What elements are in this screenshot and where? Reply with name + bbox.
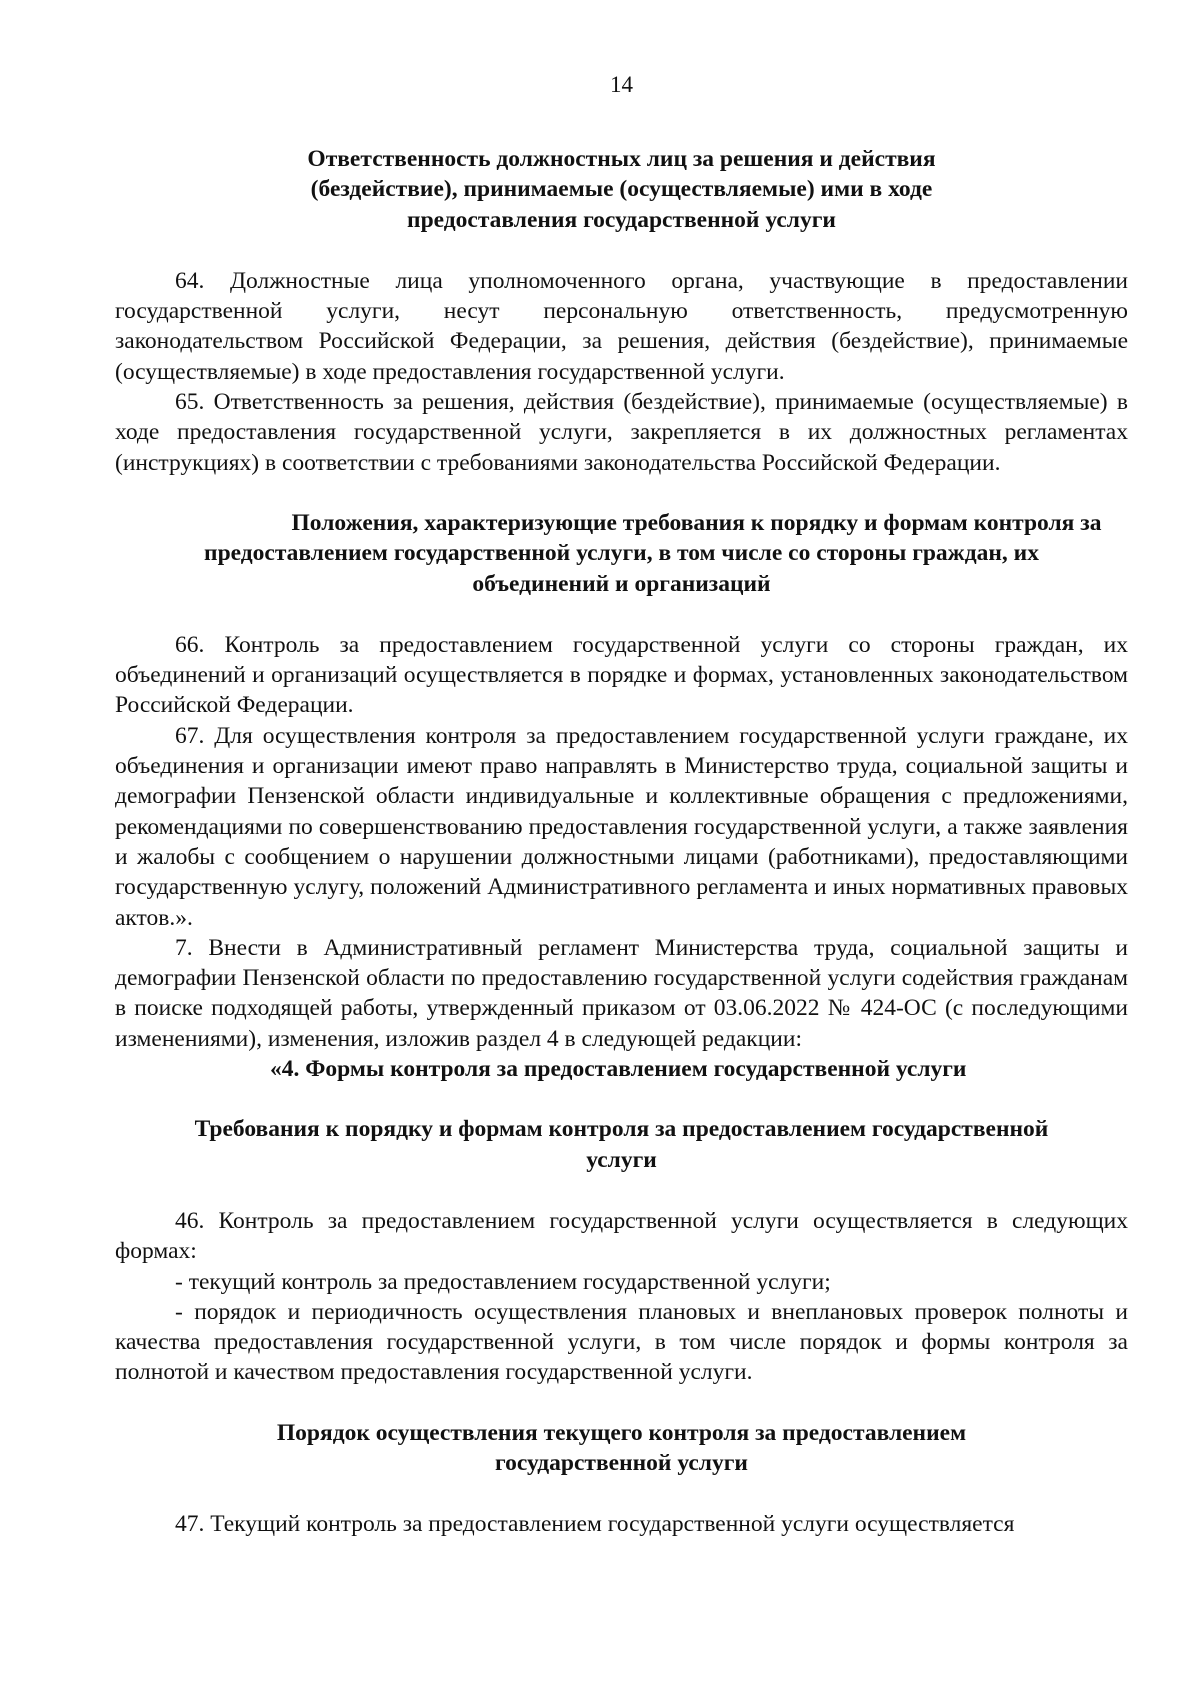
section-heading-current-control (115, 1418, 1128, 1479)
paragraph-47: 47. Текущий контроль за предоставлением государственной услуги осуществляется (175, 1511, 1015, 1538)
paragraph-46-item-2: - порядок и периодичность осуществления плановых и внеплановых проверок полноты и качества предоставления государственной услуги, в том числе порядок и формы контроля за полнотой и качеством предоставления государственной услуги. (115, 1298, 1128, 1386)
section-heading-control-requirements (115, 1114, 1128, 1175)
heading-line: предоставления государственной услуги (407, 206, 836, 233)
heading-line: Ответственность должностных лиц за решения и действия (307, 146, 936, 172)
section-4-title: «4. Формы контроля за предоставлением государственной услуги (270, 1056, 967, 1083)
section-heading-control-provisions (115, 508, 1128, 599)
heading-line: услуги (586, 1146, 657, 1173)
heading-line: (бездействие), принимаемые (осуществляемые) ими в ходе (310, 176, 933, 203)
paragraph-66: 66. Контроль за предоставлением государственной услуги со стороны граждан, их объединений и организаций осуществляется в порядке и формах, установленных законодательством Российской Федерации. (115, 631, 1128, 719)
heading-line: Требования к порядку и формам контроля за предоставлением государственной (194, 1116, 1049, 1143)
paragraph-46: 46. Контроль за предоставлением государственной услуги осуществляется в следующих формах: (115, 1207, 1128, 1265)
heading-line: государственной услуги (495, 1449, 748, 1476)
paragraph-46-item-1: - текущий контроль за предоставлением государственной услуги; (175, 1268, 831, 1295)
section-heading-responsibility (115, 144, 1128, 235)
heading-line: Порядок осуществления текущего контроля за предоставлением (276, 1419, 967, 1446)
document-page (115, 70, 1128, 1540)
heading-line: предоставлением государственной услуги, в том числе со стороны граждан, их (204, 540, 1039, 567)
paragraph-7: 7. Внести в Административный регламент Министерства труда, социальной защиты и демографии Пензенской области по предоставлению государственной услуги содействия гражданам в поиске подходящей работы, утвержденный приказом от 03.06.2022 № 424-ОС (с последующими изменениями), изменения, изложив раздел 4 в следующей редакции: (115, 934, 1128, 1052)
page-number: 14 (610, 72, 633, 97)
paragraph-65: 65. Ответственность за решения, действия (бездействие), принимаемые (осуществляемые) в ходе предоставления государственной услуги, закрепляется в их должностных регламентах (инструкциях) в соответствии с требованиями законодательства Российской Федерации. (115, 389, 1128, 476)
paragraph-64: 64. Должностные лица уполномоченного органа, участвующие в предоставлении государственной услуги, несут персональную ответственность, предусмотренную законодательством Российской Федерации, за решения, действия (бездействие), принимаемые (осуществляемые) в ходе предоставления государственной услуги. (115, 267, 1128, 385)
heading-line: объединений и организаций (472, 570, 771, 597)
heading-line: Положения, характеризующие требования к порядку и формам контроля за (291, 509, 1102, 536)
paragraph-67: 67. Для осуществления контроля за предоставлением государственной услуги граждане, их объединения и организации имеют право направлять в Министерство труда, социальной защиты и демографии Пензенской области индивидуальные и коллективные обращения с предложениями, рекомендациями по совершенствованию предоставления государственной услуги, а также заявления и жалобы с сообщением о нарушении должностными лицами (работниками), предоставляющими государственную услугу, положений Административного регламента и иных нормативных правовых актов.». (115, 722, 1128, 931)
